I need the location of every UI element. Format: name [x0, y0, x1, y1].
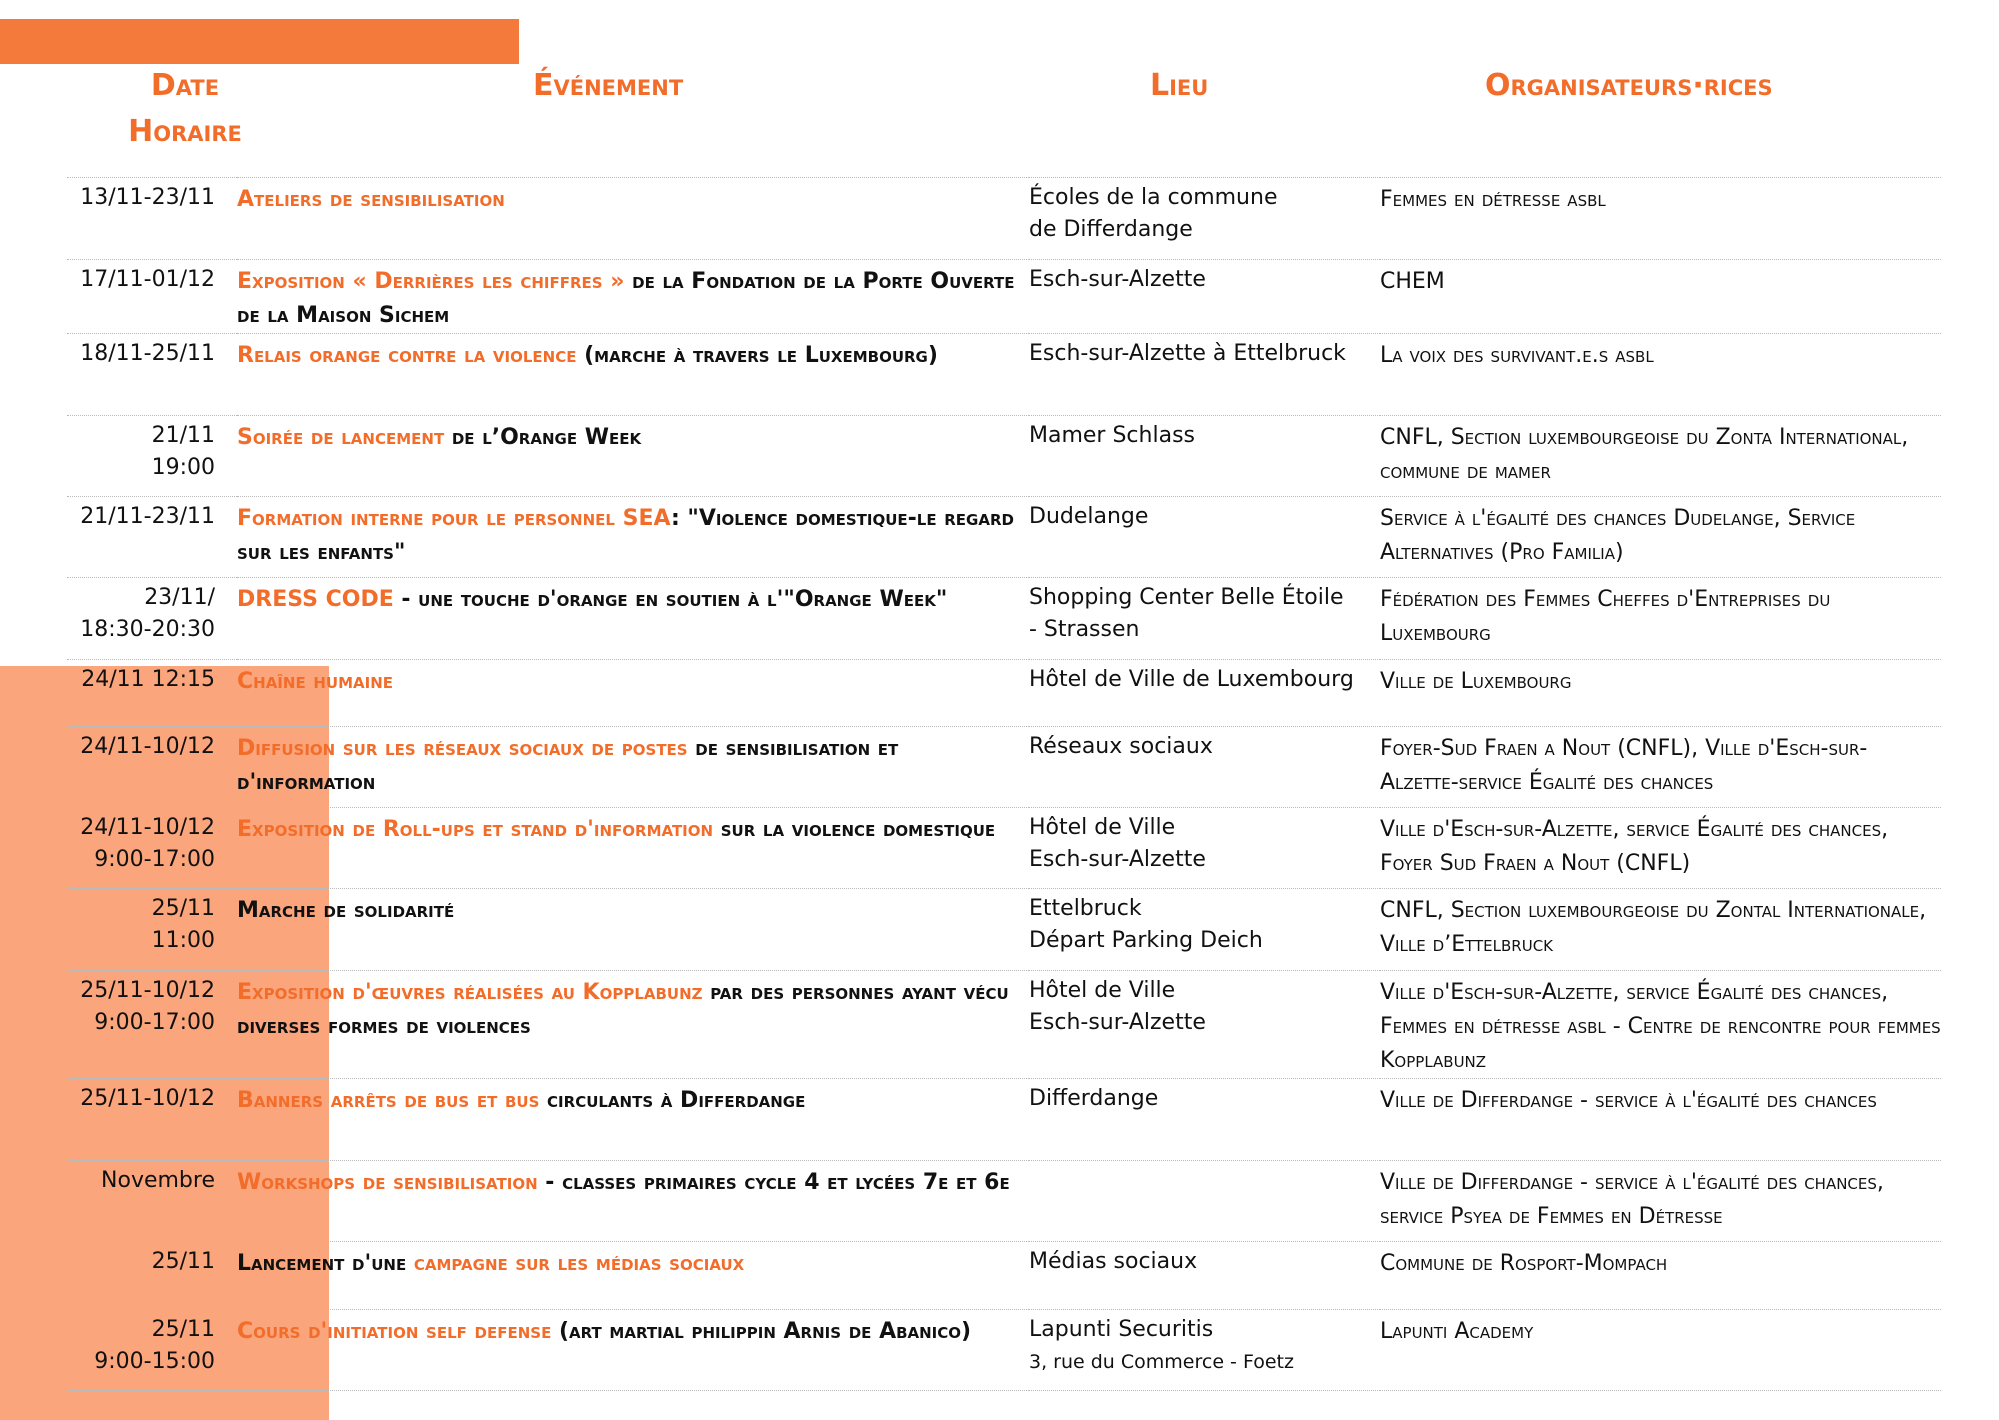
event-title-highlight: Exposition de Roll-ups et stand d'information	[237, 817, 714, 842]
event-title-text: circulants à Differdange	[539, 1088, 806, 1113]
event-title-text: de l’Orange Week	[444, 425, 642, 450]
lieu-line-2: Départ Parking Deich	[1029, 928, 1263, 953]
table-row	[67, 416, 1941, 497]
date-cell	[67, 727, 237, 808]
organisateurs-cell	[1380, 578, 1941, 660]
organisateurs-cell	[1380, 1079, 1941, 1161]
organisateurs-text: Service à l'égalité des chances Dudelange, Service Alternatives (Pro Familia)	[1380, 506, 1856, 565]
lieu-cell	[1029, 1079, 1380, 1161]
lieu-cell	[1029, 727, 1380, 808]
event-title-text: (marche à travers le Luxembourg)	[576, 343, 938, 368]
event-title-highlight: Exposition « Derrières les chiffres »	[237, 269, 625, 294]
organisateurs-cell	[1380, 497, 1941, 578]
lieu-cell	[1029, 1242, 1380, 1310]
lieu-line-1: Écoles de la commune	[1029, 185, 1278, 210]
lieu-line-1: Dudelange	[1029, 504, 1149, 529]
event-title-highlight: Diffusion sur les réseaux sociaux de postes	[237, 736, 688, 761]
lieu-line-1: Esch-sur-Alzette à Ettelbruck	[1029, 341, 1346, 366]
organisateurs-cell	[1380, 178, 1941, 260]
event-cell	[237, 1242, 1029, 1310]
organisateurs-text: Ville d'Esch-sur-Alzette, service Égalité des chances, Femmes en détresse asbl - Centre de rencontre pour femmes Kopplabunz	[1380, 980, 1941, 1073]
header-horaire-label: Horaire	[128, 114, 242, 149]
date-cell	[67, 178, 237, 260]
events-table	[67, 177, 1941, 1391]
event-title-text: Lancement d'une	[237, 1251, 414, 1276]
event-title-text: (art martial philippin Arnis de Abanico)	[551, 1319, 972, 1344]
event-date: 25/11	[151, 896, 215, 921]
organisateurs-cell	[1380, 727, 1941, 808]
lieu-line-1: Réseaux sociaux	[1029, 734, 1213, 759]
organisateurs-text: Ville d'Esch-sur-Alzette, service Égalité des chances, Foyer Sud Fraen a Nout (CNFL)	[1380, 817, 1889, 876]
table-row	[67, 1079, 1941, 1161]
table-row	[67, 660, 1941, 727]
lieu-line-1: Hôtel de Ville de Luxembourg	[1029, 667, 1354, 692]
event-title-text: par des personnes ayant vécu diverses formes de violences	[237, 980, 1009, 1039]
lieu-line-1: Hôtel de Ville	[1029, 815, 1176, 840]
organisateurs-cell	[1380, 416, 1941, 497]
header-lieu: Lieu	[1150, 68, 1209, 103]
organisateurs-text: Lapunti Academy	[1380, 1319, 1534, 1344]
lieu-line-1: Lapunti Securitis	[1029, 1317, 1214, 1342]
event-time: 9:00-15:00	[94, 1349, 215, 1374]
event-date: 17/11-01/12	[80, 267, 215, 292]
event-date: 24/11 12:15	[81, 667, 215, 692]
event-cell	[237, 727, 1029, 808]
event-cell	[237, 497, 1029, 578]
event-date: Novembre	[101, 1168, 215, 1193]
lieu-cell	[1029, 1161, 1380, 1242]
organisateurs-text: Foyer-Sud Fraen a Nout (CNFL), Ville d'Esch-sur-Alzette-service Égalité des chances	[1380, 736, 1868, 795]
organisateurs-text: Ville de Differdange - service à l'égalité des chances, service Psyea de Femmes en Détresse	[1380, 1170, 1884, 1229]
event-cell	[237, 1161, 1029, 1242]
lieu-cell	[1029, 971, 1380, 1079]
lieu-cell	[1029, 334, 1380, 416]
event-title-highlight: Relais orange contre la violence	[237, 343, 577, 368]
header-date-label: Date	[150, 68, 220, 103]
header-evenement: Événement	[533, 68, 684, 103]
date-cell	[67, 1079, 237, 1161]
organisateurs-cell	[1380, 889, 1941, 971]
event-time: 19:00	[151, 455, 215, 480]
lieu-line-1: Shopping Center Belle Étoile	[1029, 585, 1344, 610]
organisateurs-cell	[1380, 1310, 1941, 1391]
date-cell	[67, 971, 237, 1079]
event-date: 21/11	[151, 423, 215, 448]
table-row	[67, 727, 1941, 808]
lieu-cell	[1029, 889, 1380, 971]
organisateurs-text: Fédération des Femmes Cheffes d'Entreprises du Luxembourg	[1380, 587, 1831, 646]
lieu-cell	[1029, 660, 1380, 727]
event-title-highlight: Banners arrêts de bus et bus	[237, 1088, 540, 1113]
lieu-line-1: Médias sociaux	[1029, 1249, 1198, 1274]
event-time: 9:00-17:00	[94, 847, 215, 872]
lieu-cell	[1029, 1310, 1380, 1391]
date-cell	[67, 1242, 237, 1310]
decorative-top-bar	[0, 19, 519, 64]
event-time: 11:00	[151, 928, 215, 953]
event-date: 25/11-10/12	[80, 1086, 215, 1111]
event-title-highlight: Exposition d'œuvres réalisées au Kopplabunz	[237, 980, 703, 1005]
event-date: 18/11-25/11	[80, 341, 215, 366]
organisateurs-text: CNFL, Section luxembourgeoise du Zonta International, commune de mamer	[1380, 425, 1909, 484]
organisateurs-text: CNFL, Section luxembourgeoise du Zontal Internationale, Ville d’Ettelbruck	[1380, 898, 1927, 957]
event-cell	[237, 260, 1029, 334]
table-row	[67, 497, 1941, 578]
organisateurs-cell	[1380, 334, 1941, 416]
event-date: 25/11	[151, 1249, 215, 1274]
lieu-line-2: Esch-sur-Alzette	[1029, 1010, 1206, 1035]
event-title-highlight: Soirée de lancement	[237, 425, 445, 450]
date-cell	[67, 334, 237, 416]
lieu-cell	[1029, 416, 1380, 497]
organisateurs-cell	[1380, 1242, 1941, 1310]
organisateurs-text: Femmes en détresse asbl	[1380, 187, 1606, 212]
date-cell	[67, 416, 237, 497]
date-cell	[67, 808, 237, 889]
lieu-line-2: 3, rue du Commerce - Foetz	[1029, 1351, 1294, 1373]
event-title-text: de la Fondation de la Porte Ouverte de la Maison Sichem	[237, 269, 1015, 328]
table-row	[67, 260, 1941, 334]
event-date: 23/11/	[144, 585, 215, 610]
date-cell	[67, 889, 237, 971]
event-title-highlight: Ateliers de sensibilisation	[237, 187, 505, 212]
table-row	[67, 1161, 1941, 1242]
organisateurs-cell	[1380, 260, 1941, 334]
date-cell	[67, 497, 237, 578]
event-date: 24/11-10/12	[80, 734, 215, 759]
event-title-text: - classes primaires cycle 4 et lycées 7e et 6e	[537, 1170, 1010, 1195]
lieu-cell	[1029, 808, 1380, 889]
event-time: 9:00-17:00	[94, 1010, 215, 1035]
event-cell	[237, 808, 1029, 889]
header-organisateurs: Organisateurs·rices	[1485, 68, 1773, 103]
event-title-highlight-2: campagne sur les médias sociaux	[413, 1251, 745, 1276]
table-row	[67, 334, 1941, 416]
table-row	[67, 971, 1941, 1079]
event-title-highlight: DRESS CODE	[237, 587, 394, 612]
event-cell	[237, 660, 1029, 727]
organisateurs-text: Commune de Rosport-Mompach	[1380, 1251, 1668, 1276]
date-cell	[67, 1161, 237, 1242]
table-row	[67, 578, 1941, 660]
event-time: 18:30-20:30	[80, 617, 215, 642]
event-title-highlight: Chaîne humaine	[237, 669, 393, 694]
table-row	[67, 1310, 1941, 1391]
event-date: 13/11-23/11	[80, 185, 215, 210]
event-title-text: Marche de solidarité	[237, 898, 455, 923]
event-title-highlight: Workshops de sensibilisation	[237, 1170, 538, 1195]
event-cell	[237, 416, 1029, 497]
lieu-cell	[1029, 178, 1380, 260]
lieu-line-2: - Strassen	[1029, 617, 1140, 642]
event-title-text: - une touche d'orange en soutien à l'"Orange Week"	[393, 587, 948, 612]
event-cell	[237, 1310, 1029, 1391]
event-date: 25/11-10/12	[80, 978, 215, 1003]
lieu-line-1: Differdange	[1029, 1086, 1159, 1111]
lieu-line-2: Esch-sur-Alzette	[1029, 847, 1206, 872]
event-cell	[237, 178, 1029, 260]
event-cell	[237, 578, 1029, 660]
organisateurs-cell	[1380, 660, 1941, 727]
date-cell	[67, 578, 237, 660]
organisateurs-cell	[1380, 808, 1941, 889]
table-row	[67, 1242, 1941, 1310]
event-date: 21/11-23/11	[80, 504, 215, 529]
lieu-line-2: de Differdange	[1029, 217, 1193, 242]
lieu-cell	[1029, 578, 1380, 660]
organisateurs-text: Ville de Differdange - service à l'égalité des chances	[1380, 1088, 1877, 1113]
event-title-text: sur la violence domestique	[713, 817, 996, 842]
event-cell	[237, 889, 1029, 971]
table-row	[67, 889, 1941, 971]
organisateurs-text: Ville de Luxembourg	[1380, 669, 1572, 694]
organisateurs-cell	[1380, 971, 1941, 1079]
event-title-text: de sensibilisation et d'information	[237, 736, 899, 795]
date-cell	[67, 660, 237, 727]
event-title-text: : "Violence domestique-le regard sur les enfants"	[237, 506, 1014, 565]
header-date	[85, 63, 285, 155]
event-date: 25/11	[151, 1317, 215, 1342]
date-cell	[67, 260, 237, 334]
date-cell	[67, 1310, 237, 1391]
lieu-line-1: Esch-sur-Alzette	[1029, 267, 1206, 292]
event-date: 24/11-10/12	[80, 815, 215, 840]
lieu-line-1: Hôtel de Ville	[1029, 978, 1176, 1003]
lieu-line-1: Ettelbruck	[1029, 896, 1142, 921]
event-cell	[237, 1079, 1029, 1161]
event-cell	[237, 971, 1029, 1079]
lieu-line-1: Mamer Schlass	[1029, 423, 1195, 448]
organisateurs-text: CHEM	[1380, 269, 1445, 294]
lieu-cell	[1029, 497, 1380, 578]
lieu-cell	[1029, 260, 1380, 334]
organisateurs-text: La voix des survivant.e.s asbl	[1380, 343, 1654, 368]
event-cell	[237, 334, 1029, 416]
table-row	[67, 178, 1941, 260]
table-row	[67, 808, 1941, 889]
event-title-highlight: Cours d'initiation self defense	[237, 1319, 552, 1344]
event-title-highlight: Formation interne pour le personnel SEA	[237, 506, 671, 531]
organisateurs-cell	[1380, 1161, 1941, 1242]
